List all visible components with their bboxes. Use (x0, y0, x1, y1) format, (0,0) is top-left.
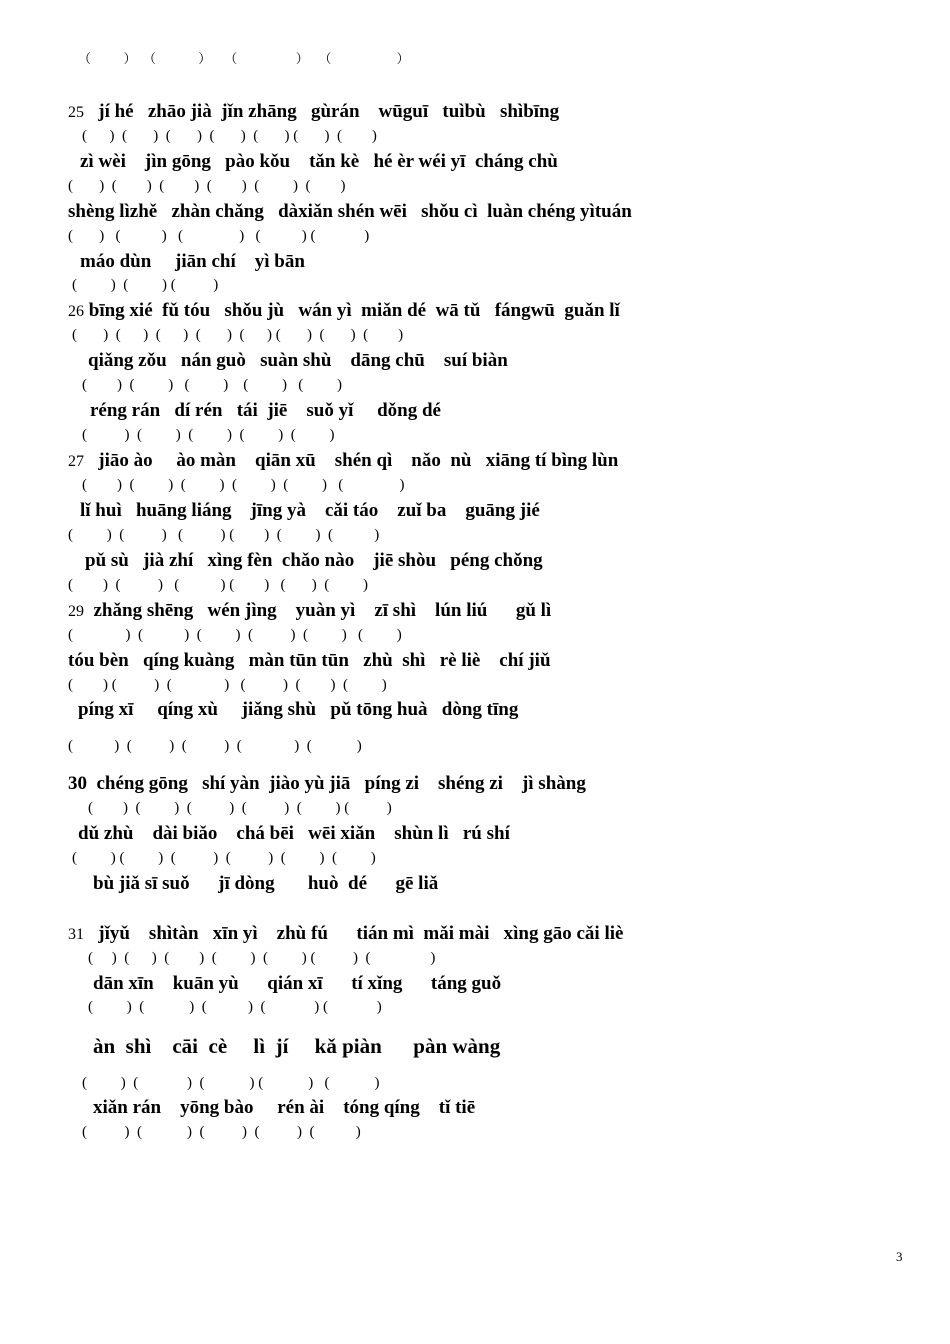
pinyin-row-31-1: 31 jǐyǔ shìtàn xīn yì zhù fú tián mì mǎi mài xìng gāo cǎi liè (68, 923, 624, 944)
section-number-26: 26 (68, 303, 84, 320)
bracket-row-29-3: ( ) ( ) ( ) ( ) ( ) (68, 738, 362, 754)
pinyin-row-30-2: dǔ zhù dài biǎo chá bēi wēi xiǎn shùn lì rú shí (78, 823, 510, 844)
bracket-row-25-4: ( ) ( ) ( ) (72, 277, 219, 293)
section-number-30: 30 (68, 773, 87, 794)
bracket-row-top: （ ） （ ） （ ） （ ） (78, 51, 410, 66)
section-number-27: 27 (68, 453, 84, 470)
bracket-row-31-4: ( ) ( ) ( ) ( ) ( ) (82, 1124, 361, 1140)
bracket-row-29-1: ( ) ( ) ( ) ( ) ( ) ( ) (68, 627, 402, 643)
pinyin-row-31-2: dān xīn kuān yù qián xī tí xǐng táng guǒ (93, 973, 502, 994)
pinyin-row-26-1: 26 bīng xié fǔ tóu shǒu jù wán yì miǎn dé wā tǔ fángwū guǎn lǐ (68, 300, 620, 321)
pinyin-row-27-1: 27 jiāo ào ào màn qiān xū shén qì nǎo nù xiāng tí bìng lùn (68, 450, 619, 471)
pinyin-row-27-2: lǐ huì huāng liáng jīng yà cǎi táo zuǐ ba guāng jié (80, 500, 540, 521)
bracket-row-26-2: ( ) ( ) ( ) ( ) ( ) (82, 377, 342, 393)
bracket-row-30-1: ( ) ( ) ( ) ( ) ( ) ( ) (88, 800, 392, 816)
pinyin-row-25-3: shèng lìzhě zhàn chǎng dàxiǎn shén wēi shǒu cì luàn chéng yìtuán (68, 201, 632, 222)
bracket-row-27-3: ( ) ( ) ( ) ( ) ( ) ( ) (68, 577, 368, 593)
bracket-row-25-3: ( ) ( ) ( ) ( ) ( ) (68, 228, 370, 244)
pinyin-row-25-4: máo dùn jiān chí yì bān (80, 251, 305, 272)
bracket-row-31-1: ( ) ( ) ( ) ( ) ( ) ( ) ( ) (88, 950, 436, 966)
bracket-row-25-1: ( ) ( ) ( ) ( ) ( ) ( ) ( ) (82, 128, 377, 144)
pinyin-row-29-3: píng xī qíng xù jiǎng shù pǔ tōng huà dòng tīng (78, 699, 519, 720)
pinyin-row-29-1: 29 zhǎng shēng wén jìng yuàn yì zī shì lún liú gǔ lì (68, 600, 552, 621)
pinyin-row-29-2: tóu bèn qíng kuàng màn tūn tūn zhù shì rè liè chí jiǔ (68, 650, 551, 671)
bracket-row-27-2: ( ) ( ) ( ) ( ) ( ) ( ) (68, 527, 380, 543)
section-number-31: 31 (68, 926, 84, 943)
section-number-25: 25 (68, 104, 84, 121)
pinyin-row-26-2: qiǎng zǒu nán guò suàn shù dāng chū suí biàn (88, 350, 508, 371)
bracket-row-30-2: ( ) ( ) ( ) ( ) ( ) ( ) (72, 850, 376, 866)
bracket-row-26-1: ( ) ( ) ( ) ( ) ( ) ( ) ( ) ( ) (72, 327, 404, 343)
pinyin-row-30-3: bù jiǎ sī suǒ jī dòng huò dé gē liǎ (93, 873, 439, 894)
section-number-29: 29 (68, 603, 84, 620)
pinyin-row-25-1: 25 jí hé zhāo jià jǐn zhāng gùrán wūguī tuìbù shìbīng (68, 101, 560, 122)
pinyin-row-25-2: zì wèi jìn gōng pào kǒu tǎn kè hé èr wéi yī cháng chù (80, 151, 558, 172)
bracket-row-27-1: ( ) ( ) ( ) ( ) ( ) ( ) (82, 477, 405, 493)
bracket-row-26-3: ( ) ( ) ( ) ( ) ( ) (82, 427, 335, 443)
bracket-row-29-2: ( ) ( ) ( ) ( ) ( ) ( ) (68, 677, 387, 693)
pinyin-row-27-3: pǔ sù jià zhí xìng fèn chǎo nào jiē shòu péng chǒng (85, 550, 543, 571)
bracket-row-31-3: ( ) ( ) ( ) ( ) ( ) (82, 1075, 380, 1091)
bracket-row-25-2: ( ) ( ) ( ) ( ) ( ) ( ) (68, 178, 346, 194)
pinyin-row-31-4: xiǎn rán yōng bào rén ài tóng qíng tǐ tiē (93, 1097, 476, 1118)
pinyin-row-26-3: réng rán dí rén tái jiē suǒ yǐ dǒng dé (90, 400, 441, 421)
pinyin-row-30-1: 30 chéng gōng shí yàn jiào yù jiā píng zi shéng zi jì shàng (68, 773, 586, 794)
bracket-row-31-2: ( ) ( ) ( ) ( ) ( ) (88, 999, 382, 1015)
page-number: 3 (896, 1249, 903, 1264)
pinyin-row-31-3: àn shì cāi cè lì jí kǎ piàn pàn wàng (93, 1034, 501, 1058)
